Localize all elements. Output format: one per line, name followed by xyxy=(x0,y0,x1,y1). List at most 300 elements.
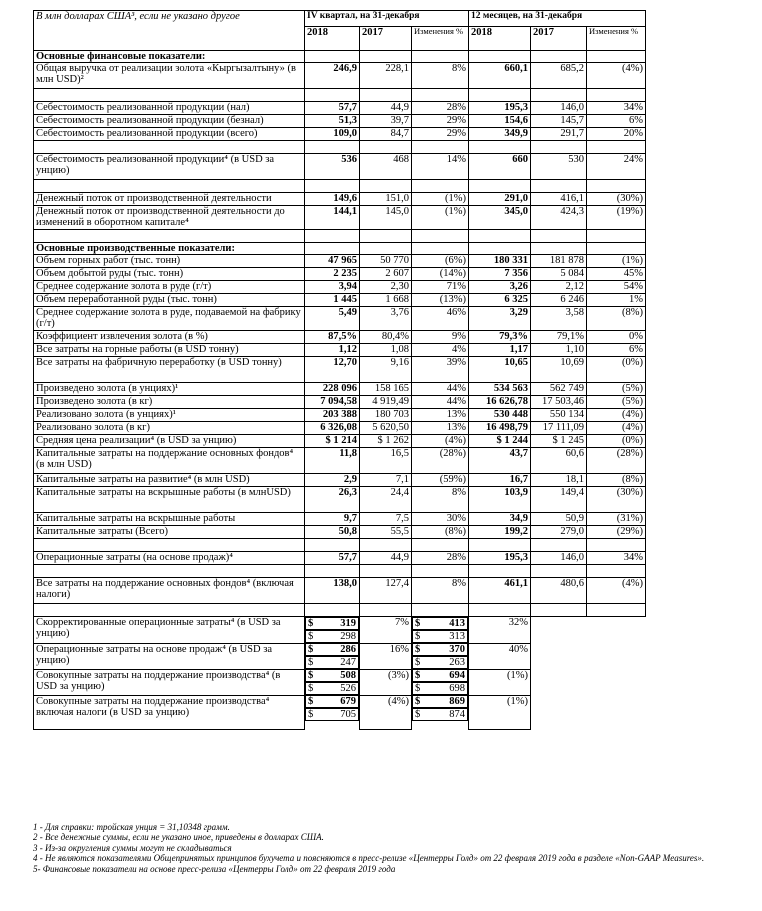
q4-2018-value: 2 235 xyxy=(305,268,360,281)
q4-2018-value xyxy=(305,669,359,682)
y12-2018-value: 154,6 xyxy=(469,115,531,128)
currency-sign: $ xyxy=(415,696,421,707)
q4-change-value: 13% xyxy=(412,422,469,435)
q4-2017-value xyxy=(305,708,359,721)
y12-change-value: (28%) xyxy=(587,448,646,474)
cell-value: 319 xyxy=(340,618,356,629)
y12-2017-value: $ 1 245 xyxy=(531,435,587,448)
y12-2017-value: 145,7 xyxy=(531,115,587,128)
y12-2017-value xyxy=(412,708,468,721)
q4-change-value: (6%) xyxy=(412,255,469,268)
y12-2018-value: 43,7 xyxy=(469,448,531,474)
q4-change-value: 28% xyxy=(412,552,469,565)
table-row xyxy=(34,474,646,487)
empty-cell xyxy=(469,565,531,578)
y12-2018-value xyxy=(412,643,468,656)
section-title: Основные финансовые показатели: xyxy=(34,51,305,63)
row-label: Произведено золота (в кг) xyxy=(34,396,305,409)
y12-2017-value: 279,0 xyxy=(531,526,587,539)
y12-2018-value: 180 331 xyxy=(469,255,531,268)
q4-2017-value: 3,76 xyxy=(360,307,412,331)
row-label: Все затраты на поддержание основных фондов⁴ (включая налоги) xyxy=(34,578,305,604)
y12-2018-value: $ 1 244 xyxy=(469,435,531,448)
q4-2018-value: 138,0 xyxy=(305,578,360,604)
empty-cell xyxy=(34,180,305,193)
q4-2017-value: 1,08 xyxy=(360,344,412,357)
y12-2017-value xyxy=(412,630,468,643)
table-row xyxy=(34,435,646,448)
q4-2017-value: 44,9 xyxy=(360,102,412,115)
y12-2017-value: 291,7 xyxy=(531,128,587,141)
table-row xyxy=(34,383,646,396)
empty-cell xyxy=(412,604,469,617)
currency-sign: $ xyxy=(308,618,314,629)
empty-cell xyxy=(412,180,469,193)
q4-2018-value: 9,7 xyxy=(305,513,360,526)
y12-2018-value: 10,65 xyxy=(469,357,531,383)
y12-2017-value: 181 878 xyxy=(531,255,587,268)
q4-2017-value: 228,1 xyxy=(360,63,412,89)
y12-2018-value: 534 563 xyxy=(469,383,531,396)
q4-change-value: 28% xyxy=(412,102,469,115)
q4-2017-value: 55,5 xyxy=(360,526,412,539)
empty-cell xyxy=(587,230,646,243)
y12-2017-value: 50,9 xyxy=(531,513,587,526)
y12-change-value: (8%) xyxy=(587,474,646,487)
q4-2017-value: 180 703 xyxy=(360,409,412,422)
q4-2017-value: 158 165 xyxy=(360,383,412,396)
table-row xyxy=(34,643,646,669)
table-row xyxy=(34,294,646,307)
q4-2018-value: 1,12 xyxy=(305,344,360,357)
table-row xyxy=(34,578,646,604)
empty-cell xyxy=(587,243,646,255)
spacer-row xyxy=(34,180,646,193)
y12-change-value: (4%) xyxy=(587,578,646,604)
y12-2017-value: 550 134 xyxy=(531,409,587,422)
q4-2018-value: 109,0 xyxy=(305,128,360,141)
empty-cell xyxy=(469,604,531,617)
q4-2018-value: 51,3 xyxy=(305,115,360,128)
empty-cell xyxy=(587,89,646,102)
empty-cell xyxy=(412,230,469,243)
table-row xyxy=(34,396,646,409)
empty-cell xyxy=(531,51,587,63)
y12-2017-value: 17 503,46 xyxy=(531,396,587,409)
spacer-row xyxy=(34,141,646,154)
spacer-row xyxy=(34,604,646,617)
q4-change-value: 7% xyxy=(360,617,412,644)
y12-change-value: 1% xyxy=(587,294,646,307)
q4-change-value: (59%) xyxy=(412,474,469,487)
currency-sign: $ xyxy=(308,683,314,694)
empty-cell xyxy=(305,89,360,102)
financial-table xyxy=(33,10,646,730)
row-label: Реализовано золота (в унциях)¹ xyxy=(34,409,305,422)
q4-change-value: 46% xyxy=(412,307,469,331)
q4-2018-value xyxy=(305,617,359,630)
empty-cell xyxy=(305,604,360,617)
q4-2018-value: 26,3 xyxy=(305,487,360,513)
q4-change-value: 8% xyxy=(412,63,469,89)
q4-change-value: 44% xyxy=(412,383,469,396)
y12-title: 12 месяцев, на 31-декабря xyxy=(469,11,646,27)
empty-cell xyxy=(587,565,646,578)
q4-change-value: (4%) xyxy=(412,435,469,448)
empty-cell xyxy=(412,565,469,578)
y12-change-value: 54% xyxy=(587,281,646,294)
q4-change-value: 30% xyxy=(412,513,469,526)
y12-change-value: (29%) xyxy=(587,526,646,539)
q4-2017-value: 80,4% xyxy=(360,331,412,344)
cell-value: 679 xyxy=(340,696,356,707)
y12-change-value: (1%) xyxy=(469,669,531,695)
empty-cell xyxy=(531,230,587,243)
currency-sign: $ xyxy=(415,618,421,629)
row-label: Себестоимость реализованной продукции (нал) xyxy=(34,102,305,115)
y12-change-value: 24% xyxy=(587,154,646,180)
empty-cell xyxy=(531,141,587,154)
q4-change-value: (3%) xyxy=(360,669,412,695)
q4-2018-value: 3,94 xyxy=(305,281,360,294)
y12-change-value: 0% xyxy=(587,331,646,344)
row-label: Денежный поток от производственной деятельности до изменений в оборотном капитале⁴ xyxy=(34,206,305,230)
q4-2018-value: 57,7 xyxy=(305,552,360,565)
section-row xyxy=(34,51,646,63)
y12-2018-value: 461,1 xyxy=(469,578,531,604)
currency-sign: $ xyxy=(415,670,421,681)
table-row xyxy=(34,307,646,331)
q4-2017-value: $ 1 262 xyxy=(360,435,412,448)
cell-value: 370 xyxy=(449,644,465,655)
footnote: 4 - Не являются показателями Общепринятых принципов бухучета и поясняются в пресс-релизе «Центерры Голд» от 22 февраля 2019 года в разделе «Non-GAAP Measures». xyxy=(33,853,705,864)
cell-value: 705 xyxy=(340,709,356,720)
y12-change-value: (8%) xyxy=(587,307,646,331)
currency-sign: $ xyxy=(308,670,314,681)
y12-2017-value: 10,69 xyxy=(531,357,587,383)
q4-2017-value: 84,7 xyxy=(360,128,412,141)
empty-cell xyxy=(305,243,360,255)
q4-2017-value: 2 607 xyxy=(360,268,412,281)
currency-sign: $ xyxy=(415,657,421,668)
y12-2017-value: 685,2 xyxy=(531,63,587,89)
cell-value: 298 xyxy=(340,631,356,642)
cell-value: 508 xyxy=(340,670,356,681)
q4-2018-value: 57,7 xyxy=(305,102,360,115)
table-row xyxy=(34,268,646,281)
empty-cell xyxy=(360,230,412,243)
y12-2017-value: 149,4 xyxy=(531,487,587,513)
row-label: Реализовано золота (в кг) xyxy=(34,422,305,435)
q4-change-value: 16% xyxy=(360,643,412,669)
spacer-row xyxy=(34,539,646,552)
y12-change-value: 34% xyxy=(587,552,646,565)
empty-cell xyxy=(360,604,412,617)
empty-cell xyxy=(360,51,412,63)
y12-change-value: (1%) xyxy=(469,695,531,729)
row-label: Капитальные затраты на вскрышные работы xyxy=(34,513,305,526)
q4-title: IV квартал, на 31-декабря xyxy=(305,11,469,27)
q4-2017-value: 16,5 xyxy=(360,448,412,474)
y12-change-value: (5%) xyxy=(587,383,646,396)
empty-cell xyxy=(360,565,412,578)
empty-cell xyxy=(469,230,531,243)
spacer-row xyxy=(34,230,646,243)
y12-change-value: (1%) xyxy=(587,255,646,268)
empty-cell xyxy=(34,539,305,552)
q4-change-value: (28%) xyxy=(412,448,469,474)
row-label: Капитальные затраты на вскрышные работы (в млнUSD) xyxy=(34,487,305,513)
row-label: Все затраты на фабричную переработку (в USD тонну) xyxy=(34,357,305,383)
table-row xyxy=(34,669,646,695)
row-label: Себестоимость реализованной продукции (всего) xyxy=(34,128,305,141)
q4-2018-value: 7 094,58 xyxy=(305,396,360,409)
empty-cell xyxy=(34,89,305,102)
y12-change-value: (0%) xyxy=(587,357,646,383)
y12-2017-value: 416,1 xyxy=(531,193,587,206)
empty-cell xyxy=(360,141,412,154)
y12-2018-value: 530 448 xyxy=(469,409,531,422)
y12-2018-value: 7 356 xyxy=(469,268,531,281)
y12-change-value: (31%) xyxy=(587,513,646,526)
header-label: В млн долларах США³, если не указано другое xyxy=(34,11,305,51)
financial-table-container xyxy=(33,10,645,730)
empty-cell xyxy=(587,539,646,552)
q4-2017-value: 7,1 xyxy=(360,474,412,487)
empty-cell xyxy=(531,604,587,617)
y12-2018-value: 349,9 xyxy=(469,128,531,141)
y12-change-value: 6% xyxy=(587,344,646,357)
row-label: Операционные затраты на основе продаж⁴ (в USD за унцию) xyxy=(34,643,305,669)
y12-2018-value xyxy=(412,617,468,630)
row-label: Капитальные затраты на поддержание основных фондов⁴ (в млн USD) xyxy=(34,448,305,474)
footnote: 3 - Из-за округления суммы могут не складываться xyxy=(33,842,232,853)
cell-value: 413 xyxy=(449,618,465,629)
y12-2018-value: 199,2 xyxy=(469,526,531,539)
q4-2018-value: 203 388 xyxy=(305,409,360,422)
cell-value: 694 xyxy=(449,670,465,681)
y12-2018-value: 16 498,79 xyxy=(469,422,531,435)
empty-cell xyxy=(587,51,646,63)
section-row xyxy=(34,243,646,255)
y12-2018-value: 3,26 xyxy=(469,281,531,294)
table-row xyxy=(34,154,646,180)
q4-2018-value: 6 326,08 xyxy=(305,422,360,435)
spacer-row xyxy=(34,565,646,578)
table-row xyxy=(34,422,646,435)
y12-2018-value: 34,9 xyxy=(469,513,531,526)
y12-change-value: (30%) xyxy=(587,193,646,206)
q4-change-value: (1%) xyxy=(412,193,469,206)
y12-change-value: (30%) xyxy=(587,487,646,513)
y12-2018-value: 79,3% xyxy=(469,331,531,344)
header-row xyxy=(34,11,646,27)
cell-value: 698 xyxy=(449,683,465,694)
q4-2017-value: 44,9 xyxy=(360,552,412,565)
q4-change-value: 13% xyxy=(412,409,469,422)
q4-2018-value: 536 xyxy=(305,154,360,180)
y12-change-value: 32% xyxy=(469,617,531,644)
row-label: Коэффициент извлечения золота (в %) xyxy=(34,331,305,344)
empty-cell xyxy=(305,180,360,193)
empty-cell xyxy=(469,180,531,193)
y12-2017-value: 424,3 xyxy=(531,206,587,230)
y12-change-value: (4%) xyxy=(587,63,646,89)
table-row xyxy=(34,331,646,344)
y12-2018-value: 345,0 xyxy=(469,206,531,230)
y12-2018-value: 660,1 xyxy=(469,63,531,89)
q4-2017-value: 5 620,50 xyxy=(360,422,412,435)
q4-2017-value: 1 668 xyxy=(360,294,412,307)
empty-cell xyxy=(360,180,412,193)
empty-cell xyxy=(34,565,305,578)
table-row xyxy=(34,526,646,539)
empty-cell xyxy=(305,539,360,552)
q4-2018-value: 11,8 xyxy=(305,448,360,474)
y12-2018-value: 291,0 xyxy=(469,193,531,206)
row-label: Объем горных работ (тыс. тонн) xyxy=(34,255,305,268)
empty-cell xyxy=(360,539,412,552)
table-row xyxy=(34,344,646,357)
q4-2018-value: $ 1 214 xyxy=(305,435,360,448)
y12-change-value: 6% xyxy=(587,115,646,128)
q4-2018-value: 1 445 xyxy=(305,294,360,307)
q4-change-value: 29% xyxy=(412,128,469,141)
q4-2018-value: 5,49 xyxy=(305,307,360,331)
y12-2017-value: 3,58 xyxy=(531,307,587,331)
empty-cell xyxy=(587,180,646,193)
q4-change-value: 39% xyxy=(412,357,469,383)
q4-change-header: Изменения % xyxy=(412,27,469,51)
q4-change-value: (4%) xyxy=(360,695,412,729)
table-row xyxy=(34,115,646,128)
row-label: Общая выручка от реализации золота «Кыргызалтыну» (в млн USD)² xyxy=(34,63,305,89)
q4-2017-value: 151,0 xyxy=(360,193,412,206)
row-label: Произведено золота (в унциях)¹ xyxy=(34,383,305,396)
q4-2018-value: 228 096 xyxy=(305,383,360,396)
y12-2017-value: 480,6 xyxy=(531,578,587,604)
empty-cell xyxy=(305,51,360,63)
q4-change-value: 14% xyxy=(412,154,469,180)
y12-change-value: (19%) xyxy=(587,206,646,230)
row-label: Себестоимость реализованной продукции (безнал) xyxy=(34,115,305,128)
q4-2017-value xyxy=(305,682,359,695)
empty-cell xyxy=(412,539,469,552)
q4-2017-value: 468 xyxy=(360,154,412,180)
footnote: 2 - Все денежные суммы, если не указано иное, приведены в долларах США. xyxy=(33,832,324,843)
q4-change-value: 44% xyxy=(412,396,469,409)
empty-cell xyxy=(587,604,646,617)
cell-value: 874 xyxy=(449,709,465,720)
y12-2017-value: 562 749 xyxy=(531,383,587,396)
q4-change-value: 71% xyxy=(412,281,469,294)
y12-change-header: Изменения % xyxy=(587,27,646,51)
q4-2018-value xyxy=(305,695,359,708)
q4-2017-header: 2017 xyxy=(360,27,412,51)
q4-2017-value: 145,0 xyxy=(360,206,412,230)
y12-2018-header: 2018 xyxy=(469,27,531,51)
footnote: 5- Финансовые показатели на основе пресс-релиза «Центерры Голд» от 22 февраля 2019 года xyxy=(33,863,396,874)
q4-change-value: (8%) xyxy=(412,526,469,539)
y12-2018-value xyxy=(412,695,468,708)
y12-2018-value: 660 xyxy=(469,154,531,180)
empty-cell xyxy=(305,230,360,243)
q4-2018-value: 144,1 xyxy=(305,206,360,230)
empty-cell xyxy=(412,243,469,255)
currency-sign: $ xyxy=(308,631,314,642)
row-label: Себестоимость реализованной продукции⁴ (в USD за унцию) xyxy=(34,154,305,180)
q4-2018-value: 87,5% xyxy=(305,331,360,344)
table-row xyxy=(34,552,646,565)
q4-change-value: 9% xyxy=(412,331,469,344)
footnotes xyxy=(33,822,753,874)
y12-2018-value: 195,3 xyxy=(469,552,531,565)
currency-sign: $ xyxy=(415,683,421,694)
y12-2017-value xyxy=(412,682,468,695)
y12-change-value: (5%) xyxy=(587,396,646,409)
q4-2017-value: 4 919,49 xyxy=(360,396,412,409)
cell-value: 526 xyxy=(340,683,356,694)
q4-change-value: (1%) xyxy=(412,206,469,230)
row-label: Совокупные затраты на поддержание производства⁴ (в USD за унцию) xyxy=(34,669,305,695)
currency-sign: $ xyxy=(415,631,421,642)
y12-2017-value: 146,0 xyxy=(531,552,587,565)
q4-2018-header: 2018 xyxy=(305,27,360,51)
y12-2018-value: 16,7 xyxy=(469,474,531,487)
table-row xyxy=(34,513,646,526)
q4-2018-value: 50,8 xyxy=(305,526,360,539)
row-label: Совокупные затраты на поддержание производства⁴ включая налоги (в USD за унцию) xyxy=(34,695,305,729)
section-title: Основные производственные показатели: xyxy=(34,243,305,255)
q4-2018-value: 149,6 xyxy=(305,193,360,206)
row-label: Все затраты на горные работы (в USD тонну) xyxy=(34,344,305,357)
y12-2017-header: 2017 xyxy=(531,27,587,51)
q4-2018-value: 246,9 xyxy=(305,63,360,89)
table-row xyxy=(34,255,646,268)
q4-change-value: 4% xyxy=(412,344,469,357)
cell-value: 869 xyxy=(449,696,465,707)
table-row xyxy=(34,193,646,206)
q4-change-value: (14%) xyxy=(412,268,469,281)
row-label: Средняя цена реализации⁴ (в USD за унцию) xyxy=(34,435,305,448)
y12-2018-value: 1,17 xyxy=(469,344,531,357)
y12-change-value: (4%) xyxy=(587,422,646,435)
table-row xyxy=(34,206,646,230)
table-row xyxy=(34,695,646,729)
q4-2018-value xyxy=(305,643,359,656)
y12-2017-value: 530 xyxy=(531,154,587,180)
row-label: Среднее содержание золота в руде (г/т) xyxy=(34,281,305,294)
y12-change-value: 20% xyxy=(587,128,646,141)
y12-2017-value: 79,1% xyxy=(531,331,587,344)
empty-cell xyxy=(531,89,587,102)
empty-cell xyxy=(469,539,531,552)
footnote: 1 - Для справки: тройская унция = 31,10348 грамм. xyxy=(33,822,230,832)
row-label: Денежный поток от производственной деятельности xyxy=(34,193,305,206)
y12-2018-value: 16 626,78 xyxy=(469,396,531,409)
q4-2017-value: 24,4 xyxy=(360,487,412,513)
y12-2018-value: 103,9 xyxy=(469,487,531,513)
q4-2018-value: 47 965 xyxy=(305,255,360,268)
y12-change-value: 40% xyxy=(469,643,531,669)
y12-2017-value: 60,6 xyxy=(531,448,587,474)
q4-2017-value: 7,5 xyxy=(360,513,412,526)
empty-cell xyxy=(587,141,646,154)
currency-sign: $ xyxy=(415,644,421,655)
y12-2017-value: 5 084 xyxy=(531,268,587,281)
y12-2018-value: 195,3 xyxy=(469,102,531,115)
empty-cell xyxy=(469,51,531,63)
